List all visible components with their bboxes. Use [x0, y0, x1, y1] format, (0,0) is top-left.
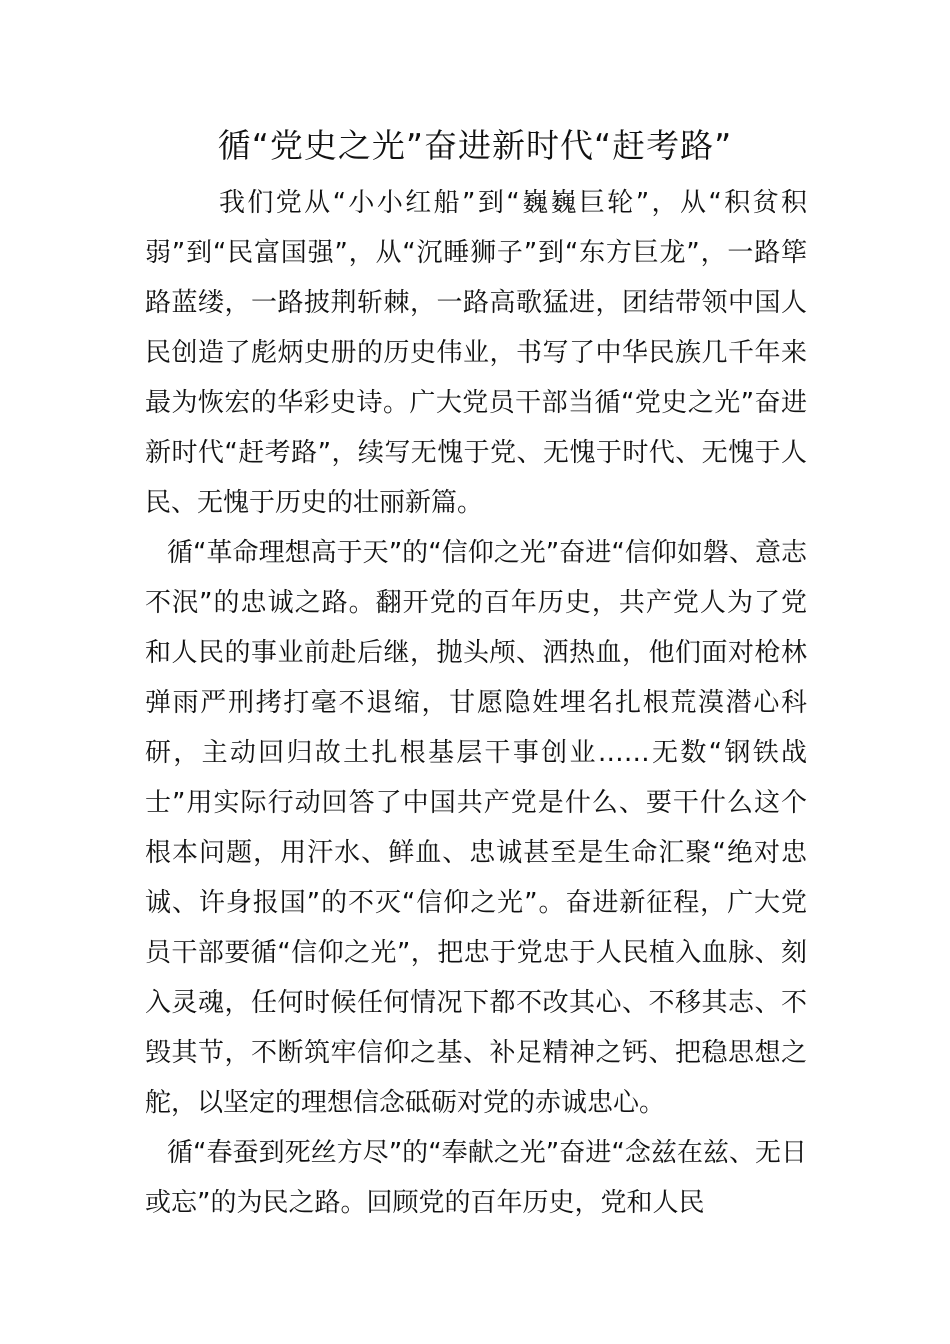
- paragraph-dedication: 循“春蚕到死丝方尽”的“奉献之光”奋进“念兹在兹、无日或忘”的为民之路。回顾党的百年历史，党和人民: [145, 1138, 807, 1218]
- document-title: 循“党史之光”奋进新时代“赶考路”: [217, 126, 733, 165]
- document-body: [145, 178, 807, 1228]
- paragraph-faith: 循“革命理想高于天”的“信仰之光”奋进“信仰如磐、意志不泯”的忠诚之路。翻开党的百年历史，共产党人为了党和人民的事业前赴后继，抛头颅、洒热血，他们面对枪林弹雨严刑拷打毫不退缩，甘愿隐姓埋名扎根荒漠潜心科研，主动回归故土扎根基层干事创业……无数“钢铁战士”用实际行动回答了中国共产党是什么、要干什么这个根本问题，用汗水、鲜血、忠诚甚至是生命汇聚“绝对忠诚、许身报国”的不灭“信仰之光”。奋进新征程，广大党员干部要循“信仰之光”，把忠于党忠于人民植入血脉、刻入灵魂，任何时候任何情况下都不改其心、不移其志、不毁其节，不断筑牢信仰之基、补足精神之钙、把稳思想之舵，以坚定的理想信念砥砺对党的赤诚忠心。: [145, 538, 807, 1118]
- paragraph-intro: 我们党从“小小红船”到“巍巍巨轮”，从“积贫积弱”到“民富国强”，从“沉睡狮子”到“东方巨龙”，一路筚路蓝缕，一路披荆斩棘，一路高歌猛进，团结带领中国人民创造了彪炳史册的历史伟业，书写了中华民族几千年来最为恢宏的华彩史诗。广大党员干部当循“党史之光”奋进新时代“赶考路”，续写无愧于党、无愧于时代、无愧于人民、无愧于历史的壮丽新篇。: [145, 188, 807, 518]
